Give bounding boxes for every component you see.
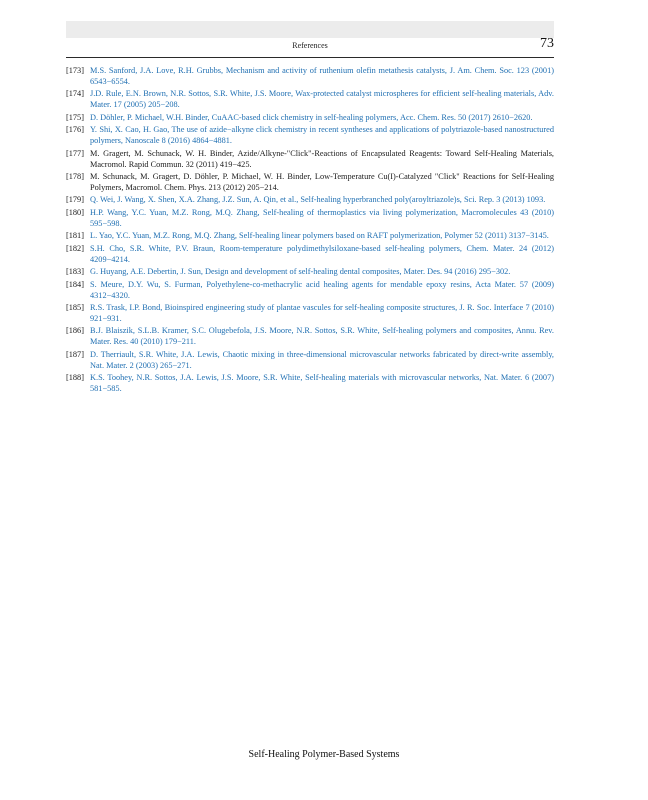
reference-item xyxy=(66,326,554,348)
reference-number: [186] xyxy=(66,326,84,336)
reference-number: [177] xyxy=(66,148,84,158)
reference-item xyxy=(66,89,554,111)
reference-link[interactable]: S.H. Cho, S.R. White, P.V. Braun, Room-temperature polydimethylsiloxane-based self-healing polymers, Chem. Mater. 24 (2012) 4209−4214. xyxy=(90,243,554,264)
reference-link[interactable]: R.S. Trask, I.P. Bond, Bioinspired engineering study of plantae vascules for self-healing composite structures, J. R. Soc. Interface 7 (2010) 921−931. xyxy=(90,303,554,324)
reference-number: [175] xyxy=(66,112,84,122)
reference-item xyxy=(66,149,554,171)
reference-item xyxy=(66,231,554,242)
reference-link[interactable]: L. Yao, Y.C. Yuan, M.Z. Rong, M.Q. Zhang, Self-healing linear polymers based on RAFT polymerization, Polymer 52 (2011) 3137−3145. xyxy=(90,231,549,241)
reference-link[interactable]: S. Meure, D.Y. Wu, S. Furman, Polyethylene-co-methacrylic acid healing agents for mendable epoxy resins, Acta Mater. 57 (2009) 4312−4320. xyxy=(90,279,554,300)
reference-item xyxy=(66,113,554,124)
reference-item xyxy=(66,125,554,147)
reference-text: M. Gragert, M. Schunack, W. H. Binder, Azide/Alkyne-"Click"-Reactions of Encapsulated Reagents: Toward Self-Healing Materials, Macromol. Rapid Commun. 32 (2011) 419−425. xyxy=(90,148,554,169)
reference-item xyxy=(66,208,554,230)
reference-number: [185] xyxy=(66,303,84,313)
reference-item xyxy=(66,280,554,302)
reference-item xyxy=(66,373,554,395)
reference-link[interactable]: J.D. Rule, E.N. Brown, N.R. Sottos, S.R. White, J.S. Moore, Wax-protected catalyst microspheres for efficient self-healing materials, Adv. Mater. 17 (2005) 205−208. xyxy=(90,89,554,110)
reference-item xyxy=(66,350,554,372)
reference-link[interactable]: K.S. Toohey, N.R. Sottos, J.A. Lewis, J.S. Moore, S.R. White, Self-healing materials with microvascular networks, Nat. Mater. 6 (2007) 581−585. xyxy=(90,373,554,394)
reference-number: [187] xyxy=(66,349,84,359)
reference-link[interactable]: B.J. Blaiszik, S.L.B. Kramer, S.C. Olugebefola, J.S. Moore, N.R. Sottos, S.R. White, Self-healing polymers and composites, Annu. Rev. Mater. Res. 40 (2010) 179−211. xyxy=(90,326,554,347)
reference-number: [173] xyxy=(66,66,84,75)
reference-link[interactable]: G. Huyang, A.E. Debertin, J. Sun, Design and development of self-healing dental composites, Mater. Des. 94 (2016) 295−302. xyxy=(90,267,511,277)
reference-link[interactable]: Q. Wei, J. Wang, X. Shen, X.A. Zhang, J.Z. Sun, A. Qin, et al., Self-healing hyperbranched poly(aroyltriazole)s, Sci. Rep. 3 (2013) 1093. xyxy=(90,195,546,205)
reference-link[interactable]: Y. Shi, X. Cao, H. Gao, The use of azide−alkyne click chemistry in recent syntheses and applications of polytriazole-based nanostructured polymers, Nanoscale 8 (2016) 4864−4881. xyxy=(90,125,554,146)
reference-number: [174] xyxy=(66,89,84,99)
reference-number: [178] xyxy=(66,172,84,182)
reference-number: [188] xyxy=(66,373,84,383)
reference-text: M. Schunack, M. Gragert, D. Döhler, P. Michael, W. H. Binder, Low-Temperature Cu(I)-Catalyzed "Click" Reactions for Self-Healing Polymers, Macromol. Chem. Phys. 213 (2012) 205−214. xyxy=(90,172,554,193)
reference-link[interactable]: D. Döhler, P. Michael, W.H. Binder, CuAAC-based click chemistry in self-healing polymers, Acc. Chem. Res. 50 (2017) 2610−2620. xyxy=(90,112,533,122)
reference-number: [179] xyxy=(66,195,84,205)
page-number: 73 xyxy=(540,36,554,51)
reference-item xyxy=(66,195,554,206)
running-head: References xyxy=(292,41,328,50)
reference-list xyxy=(66,66,554,397)
reference-item xyxy=(66,267,554,278)
reference-number: [183] xyxy=(66,267,84,277)
reference-number: [176] xyxy=(66,125,84,135)
reference-number: [180] xyxy=(66,207,84,217)
reference-number: [182] xyxy=(66,243,84,253)
reference-link[interactable]: D. Therriault, S.R. White, J.A. Lewis, Chaotic mixing in three-dimensional microvascular networks fabricated by direct-write assembly, Nat. Mater. 2 (2003) 265−271. xyxy=(90,349,554,370)
reference-item xyxy=(66,244,554,266)
reference-number: [181] xyxy=(66,231,84,241)
header-band xyxy=(66,21,554,38)
reference-link[interactable]: H.P. Wang, Y.C. Yuan, M.Z. Rong, M.Q. Zhang, Self-healing of thermoplastics via living polymerization, Macromolecules 43 (2010) 595−598. xyxy=(90,207,554,228)
reference-item xyxy=(66,303,554,325)
reference-item xyxy=(66,172,554,194)
reference-link[interactable]: M.S. Sanford, J.A. Love, R.H. Grubbs, Mechanism and activity of ruthenium olefin metathesis catalysts, J. Am. Chem. Soc. 123 (2001) 6543−6554. xyxy=(90,66,554,86)
footer-book-title: Self-Healing Polymer-Based Systems xyxy=(248,749,400,760)
reference-item xyxy=(66,66,554,88)
reference-number: [184] xyxy=(66,279,84,289)
